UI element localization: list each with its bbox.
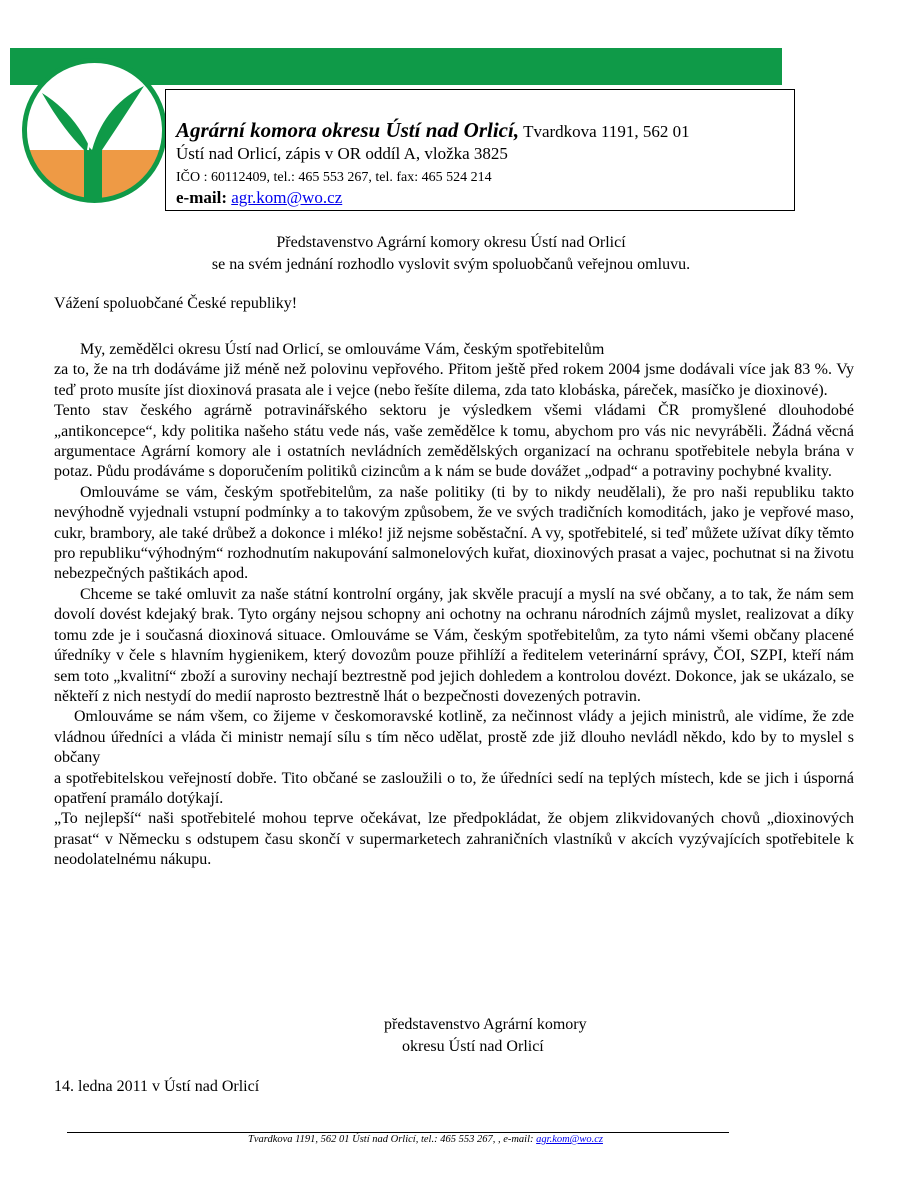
header-email-link[interactable]: agr.kom@wo.cz [231,188,343,207]
agrarian-chamber-logo [22,58,167,203]
footer-divider [67,1132,729,1133]
signature-block [384,1014,587,1058]
paragraph: Omlouváme se nám všem, co žijeme v českomoravské kotlině, za nečinnost vlády a jejich ministrů, ale vidíme, že zde vládnou úředníci a vláda či ministr nemají sílu s tím něco udělat, prostě zde již dlouho nevládl někdo, kdo by to myslel s občany [54,708,854,767]
letter-date: 14. ledna 2011 v Ústí nad Orlicí [54,1078,260,1095]
footer [248,1134,603,1145]
organization-address-city: Ústí nad Orlicí, zápis v OR oddíl A, vložka 3825 [176,144,508,163]
letter-body [54,340,854,871]
intro-line-2: se na svém jednání rozhodlo vyslovit svým spoluobčanů veřejnou omluvu. [211,256,691,273]
footer-email-link[interactable]: agr.kom@wo.cz [536,1134,603,1145]
paragraph: Omlouváme se vám, českým spotřebitelům, za naše politiky (ti by to nikdy neudělali), že pro naši republiku takto nevýhodně vyjednali vstupní podmínky a to takovým způsobem, že ve svých tradičních komoditách, jako je vepřové maso, cukr, brambory, ale také drůbež a dokonce i mléko! již nejsme soběstační. A vy, spotřebitelé, si teď můžete užívat díky těmto pro republiku“výhodným“ rozhodnutím nakupování salmonelových kuřat, dioxinových prasat a vajec, pochutnat si na životu nebezpečných paštikách apod. [54,483,854,583]
paragraph: a spotřebitelskou veřejností dobře. Tito občané se zasloužili o to, že úředníci sedí na teplých místech, kde se jich i úsporná opatření pramálo dotýkají. [54,769,854,807]
email-label: e-mail: [176,188,227,207]
letterhead-box [165,89,795,211]
paragraph: „To nejlepší“ naši spotřebitelé mohou teprve očekávat, lze předpokládat, že objem zlikvidovaných chovů „dioxinových prasat“ v Německu s odstupem času skončí v supermarketech zahraničních vlastníků v akcích vyzývajících spotřebitele k neodolatelnému nákupu. [54,810,854,869]
organization-address-street: Tvardkova 1191, 562 01 [523,122,690,141]
paragraph: za to, že na trh dodáváme již méně než polovinu vepřového. Přitom ještě před rokem 2004 jsme dodávali více jak 83 %. Vy teď proto musíte jíst dioxinová prasata ale i vejce (nebo řešíte dilema, zda tato klobáska, páreček, masíčko je dioxinové). [54,361,854,399]
letterhead-line-org [176,118,690,143]
paragraph: My, zemědělci okresu Ústí nad Orlicí, se omlouváme Vám, českým spotřebitelům [80,341,605,358]
footer-address: Tvardkova 1191, 562 01 Ústí nad Orlicí, tel.: 465 553 267, , e-mail: [248,1134,537,1145]
paragraph: Chceme se také omluvit za naše státní kontrolní orgány, jak skvěle pracují a myslí na své občany, a to tak, že nám sem dovolí dovést kdejaký brak. Tyto orgány nejsou schopny ani ochotny na ochranu národních zájmů myslet, realizovat a díky tomu zde je i současná dioxinová situace. Omlouváme se Vám, českým spotřebitelům, za tyto námi všemi občany placené úředníky v čele s hlavním hygienikem, který dovozům pouze přihlíží a ředitelem veterinární správy, ČOI, SZPI, kteří nám sem toto „kvalitní“ zboží a suroviny nechají beztrestně pod jejich dohledem a kontrolou dovézt. Dokonce, jak se ukázalo, se někteří z nich nestydí do medií naprosto beztrestně lhát o bezpečnosti dovezených potravin. [54,585,854,705]
organization-contact-numbers: IČO : 60112409, tel.: 465 553 267, tel. fax: 465 524 214 [176,170,492,185]
signature-line-2: okresu Ústí nad Orlicí [402,1038,544,1055]
organization-name: Agrární komora okresu Ústí nad Orlicí, [176,118,520,142]
salutation: Vážení spoluobčané České republiky! [54,295,298,312]
signature-line-1: představenstvo Agrární komory [384,1016,587,1033]
letterhead-email-line [176,188,342,208]
paragraph: Tento stav českého agrárně potravinářského sektoru je výsledkem všemi vládami ČR promyšlené dlouhodobé „antikoncepce“, kdy politika našeho státu vede nás, vaše zemědělce k tomu, abychom pro vás nic nevyráběli. Žádná věcná argumentace Agrární komory ale i ostatních nevládních zemědělských organizací na ochranu spotřebitele nebyla brána v potaz. Půdu prodáváme s doporučením politiků cizincům a k nám se bude dovážet „odpad“ a potraviny pochybné kvality. [54,402,854,481]
intro-line-1: Představenstvo Agrární komory okresu Ústí nad Orlicí [276,234,626,251]
